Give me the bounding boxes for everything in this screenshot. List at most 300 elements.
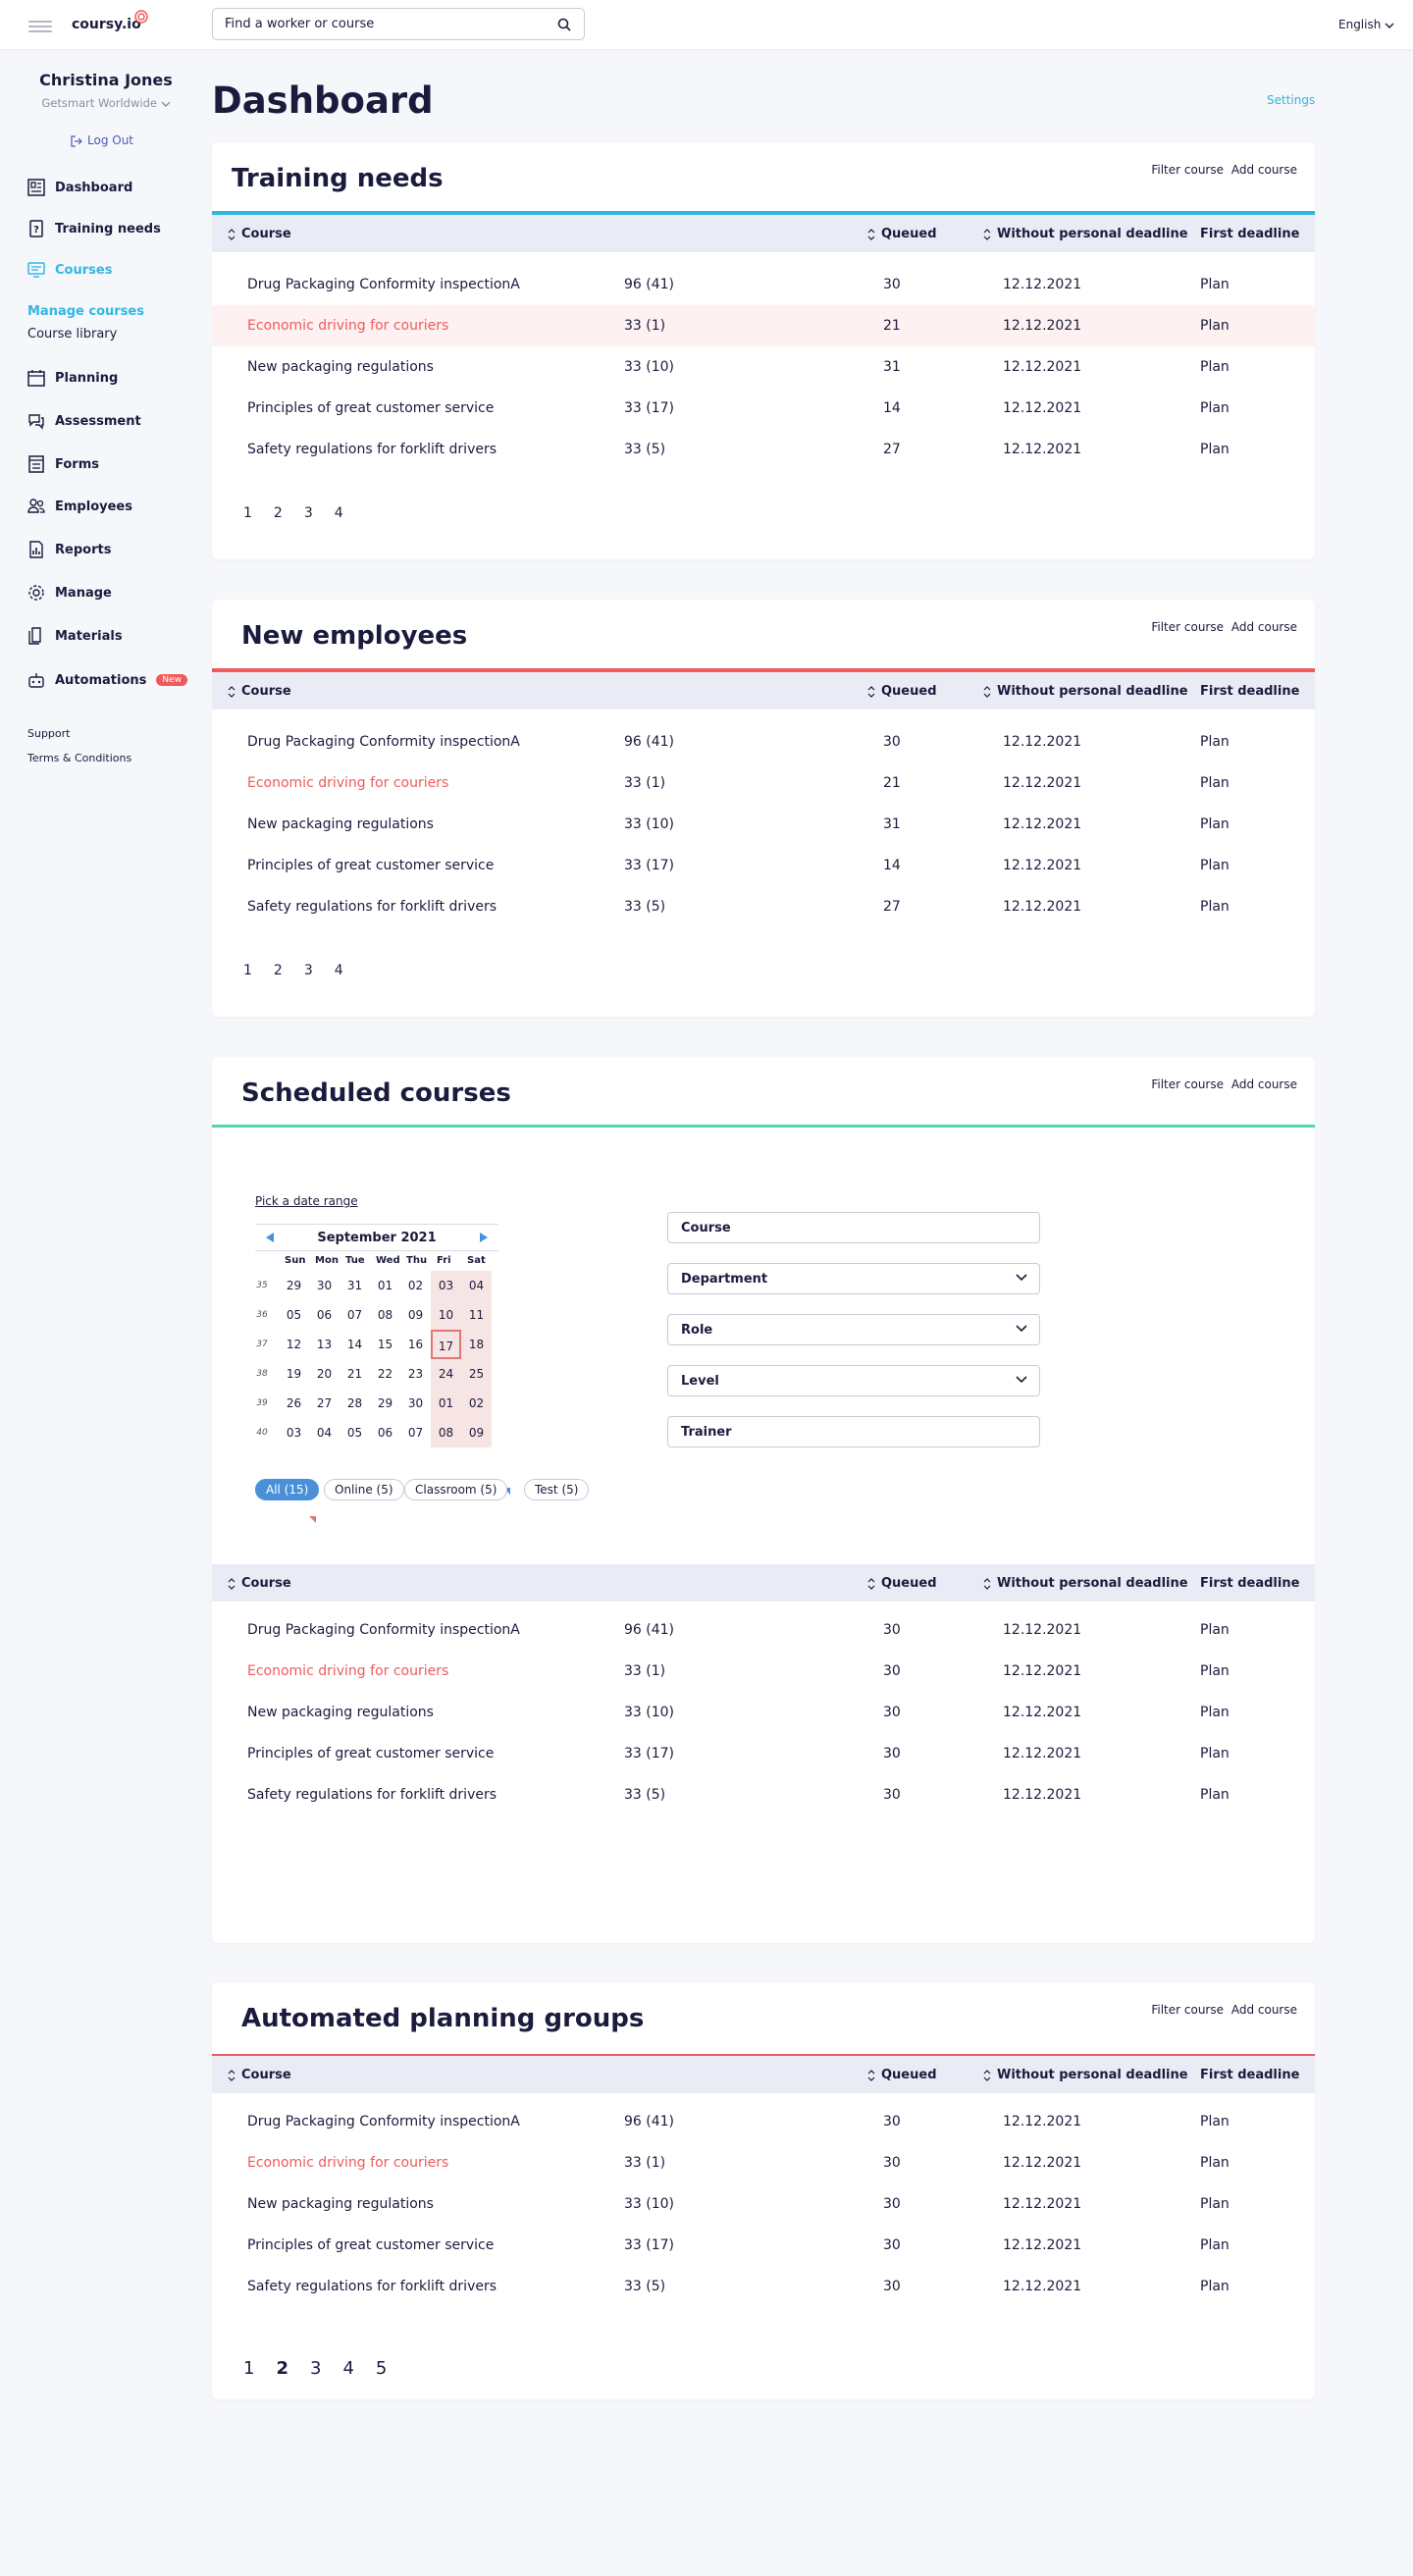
nav-dashboard[interactable] [27, 179, 132, 196]
queued-count: 33 (1) [624, 775, 666, 791]
queued-count: 33 (10) [624, 816, 675, 832]
course-name[interactable]: Principles of great customer service [247, 1746, 495, 1761]
column-header-course[interactable] [228, 2068, 291, 2082]
table-row[interactable] [212, 2266, 1315, 2307]
nav-planning[interactable] [27, 369, 118, 387]
nav-label: Dashboard [55, 180, 133, 195]
add-course-button[interactable]: Add course [1230, 163, 1297, 177]
language-select[interactable] [1338, 18, 1394, 31]
week-number: 40 [256, 1428, 268, 1438]
calendar-day[interactable]: 11 [461, 1300, 492, 1330]
first-deadline-date: 12.12.2021 [1003, 359, 1082, 375]
plan-link[interactable]: Plan [1200, 400, 1230, 416]
logo[interactable]: coursy.io [72, 17, 141, 32]
column-header-without-personal-deadline[interactable] [983, 2068, 1188, 2082]
date-range-link[interactable]: Pick a date range [255, 1194, 358, 1208]
filter-chip[interactable]: All (15) [255, 1479, 319, 1500]
course-name[interactable]: Drug Packaging Conformity inspectionA [247, 277, 520, 292]
queued-count: 96 (41) [624, 2114, 675, 2129]
page-number[interactable]: 3 [303, 505, 313, 521]
table-row[interactable] [212, 2142, 1315, 2183]
calendar-day[interactable]: 30 [407, 1396, 424, 1410]
course-name[interactable]: New packaging regulations [247, 1705, 434, 1720]
nav-forms[interactable] [27, 455, 99, 473]
table-header [212, 1564, 1315, 1602]
calendar-day[interactable]: 07 [346, 1308, 363, 1322]
first-deadline-date: 12.12.2021 [1003, 2155, 1082, 2171]
column-header-label: Without personal deadline [997, 684, 1188, 699]
filter-label: Trainer [681, 1425, 732, 1440]
chevron-down-icon [161, 101, 171, 107]
nav-employees[interactable] [27, 498, 132, 515]
nav-label: Forms [55, 456, 99, 472]
calendar-day[interactable]: 01 [377, 1279, 393, 1292]
section-title: New employees [241, 621, 468, 651]
calendar-day[interactable]: 31 [346, 1279, 363, 1292]
calendar-day[interactable]: 17 [431, 1330, 461, 1359]
course-name[interactable]: Economic driving for couriers [247, 1663, 449, 1679]
calendar-day[interactable]: 05 [286, 1308, 302, 1322]
column-header-course[interactable] [228, 1576, 291, 1591]
table-row[interactable] [212, 388, 1315, 429]
nav-label: Courses [55, 262, 113, 278]
filter-label: Role [681, 1323, 713, 1338]
without-deadline-count: 30 [883, 2155, 901, 2171]
column-header-without-personal-deadline[interactable] [983, 227, 1188, 241]
plan-link[interactable]: Plan [1200, 2114, 1230, 2129]
course-name[interactable]: Safety regulations for forklift drivers [247, 1787, 497, 1803]
page-title: Dashboard [212, 79, 434, 122]
section-title: Automated planning groups [241, 2004, 645, 2033]
calendar-day[interactable]: 03 [431, 1271, 461, 1300]
filter-trainer[interactable] [667, 1416, 1040, 1447]
table-row[interactable] [212, 2225, 1315, 2266]
pagination [243, 505, 365, 521]
week-number: 39 [256, 1398, 268, 1408]
table-row[interactable] [212, 721, 1315, 762]
without-deadline-count: 30 [883, 2196, 901, 2212]
page-number[interactable]: 1 [243, 505, 252, 521]
calendar-day[interactable]: 01 [431, 1389, 461, 1418]
without-deadline-count: 14 [883, 400, 901, 416]
calendar-day[interactable]: 09 [407, 1308, 424, 1322]
materials-icon [27, 627, 45, 645]
card-actions [1147, 2003, 1297, 2017]
table-row[interactable] [212, 1609, 1315, 1651]
calendar-day[interactable]: 06 [377, 1426, 393, 1440]
automated-planning-card [212, 1982, 1315, 2399]
without-deadline-count: 30 [883, 2279, 901, 2294]
table-row[interactable] [212, 429, 1315, 470]
table-row[interactable] [212, 845, 1315, 886]
queued-count: 33 (17) [624, 2237, 675, 2253]
page-number[interactable]: 2 [273, 963, 283, 978]
add-course-button[interactable]: Add course [1230, 1078, 1297, 1091]
column-header-queued[interactable] [867, 1576, 937, 1591]
courses-icon [27, 261, 45, 279]
nav-course-library[interactable]: Course library [27, 327, 118, 342]
table-row[interactable] [212, 2183, 1315, 2225]
training-needs-card [212, 142, 1315, 559]
filter-level[interactable] [667, 1365, 1040, 1396]
filter-role[interactable] [667, 1314, 1040, 1345]
nav-automations[interactable] [27, 671, 187, 689]
queued-count: 33 (10) [624, 359, 675, 375]
first-deadline-date: 12.12.2021 [1003, 1746, 1082, 1761]
column-header-label: First deadline [1200, 2068, 1300, 2082]
nav-label: Assessment [55, 413, 141, 429]
course-name[interactable]: Economic driving for couriers [247, 318, 449, 334]
nav-label: Planning [55, 370, 119, 386]
add-course-button[interactable]: Add course [1230, 2003, 1297, 2017]
without-deadline-count: 30 [883, 2237, 901, 2253]
new-employees-card [212, 600, 1315, 1017]
course-name[interactable]: Principles of great customer service [247, 400, 495, 416]
queued-count: 33 (5) [624, 1787, 666, 1803]
column-header-first-deadline[interactable] [1200, 1576, 1299, 1591]
calendar-day[interactable]: 13 [316, 1338, 333, 1351]
table-row[interactable] [212, 1651, 1315, 1692]
calendar-day[interactable]: 07 [407, 1426, 424, 1440]
filter-label: Course [681, 1221, 731, 1235]
training-needs-icon [27, 220, 45, 237]
calendar-day[interactable]: 08 [431, 1418, 461, 1447]
nav-label: Materials [55, 628, 123, 644]
search-input[interactable] [225, 17, 539, 31]
calendar-day[interactable]: 16 [407, 1338, 424, 1351]
column-header-label: Queued [881, 2068, 937, 2082]
first-deadline-date: 12.12.2021 [1003, 2114, 1082, 2129]
calendar-day[interactable]: 26 [286, 1396, 302, 1410]
filter-course-button[interactable]: Filter course [1151, 1078, 1224, 1091]
column-header-label: Course [241, 1576, 291, 1591]
column-header-label: Without personal deadline [997, 1576, 1188, 1591]
queued-count: 33 (17) [624, 400, 675, 416]
column-header-course[interactable] [228, 684, 291, 699]
nav-label: Training needs [55, 221, 161, 237]
column-header-label: Course [241, 684, 291, 699]
queued-count: 33 (5) [624, 899, 666, 915]
filter-department[interactable] [667, 1263, 1040, 1294]
sort-icon[interactable] [228, 1578, 236, 1590]
first-deadline-date: 12.12.2021 [1003, 1663, 1082, 1679]
card-actions [1147, 163, 1297, 177]
course-name[interactable]: New packaging regulations [247, 816, 434, 832]
filter-chip[interactable]: Online (5) [324, 1479, 404, 1500]
first-deadline-date: 12.12.2021 [1003, 277, 1082, 292]
plan-link[interactable]: Plan [1200, 2155, 1230, 2171]
without-deadline-count: 27 [883, 899, 901, 915]
column-header-label: First deadline [1200, 227, 1300, 241]
first-deadline-date: 12.12.2021 [1003, 858, 1082, 873]
table-row[interactable] [212, 1733, 1315, 1774]
without-deadline-count: 30 [883, 734, 901, 750]
next-month-icon[interactable] [477, 1231, 491, 1244]
sort-icon[interactable] [228, 686, 236, 698]
queued-count: 33 (10) [624, 1705, 675, 1720]
table-row[interactable] [212, 346, 1315, 388]
nav-manage-courses[interactable]: Manage courses [27, 304, 144, 319]
course-name[interactable]: New packaging regulations [247, 359, 434, 375]
column-header-label: Course [241, 2068, 291, 2082]
sort-icon[interactable] [228, 229, 236, 240]
calendar-icon [27, 369, 45, 387]
org-select[interactable] [0, 96, 212, 110]
page-number[interactable]: 4 [342, 2358, 354, 2379]
calendar-day[interactable]: 22 [377, 1367, 393, 1381]
calendar-day[interactable]: 20 [316, 1367, 333, 1381]
plan-link[interactable]: Plan [1200, 816, 1230, 832]
first-deadline-date: 12.12.2021 [1003, 400, 1082, 416]
sort-icon[interactable] [983, 1578, 991, 1590]
column-header-first-deadline[interactable] [1200, 684, 1299, 699]
calendar-day[interactable]: 28 [346, 1396, 363, 1410]
search-icon[interactable] [557, 18, 571, 31]
table-row[interactable] [212, 2101, 1315, 2142]
calendar-day[interactable]: 09 [461, 1418, 492, 1447]
calendar-day[interactable]: 18 [461, 1330, 492, 1359]
nav-assessment[interactable] [27, 412, 141, 430]
column-header-label: First deadline [1200, 684, 1300, 699]
without-deadline-count: 30 [883, 1622, 901, 1638]
course-name[interactable]: Economic driving for couriers [247, 2155, 449, 2171]
sort-icon[interactable] [867, 2070, 875, 2081]
column-header-queued[interactable] [867, 2068, 937, 2082]
queued-count: 33 (1) [624, 318, 666, 334]
course-name[interactable]: New packaging regulations [247, 2196, 434, 2212]
reports-icon [27, 541, 45, 558]
dashboard-icon [27, 179, 45, 196]
table-row[interactable] [212, 762, 1315, 804]
nav-courses[interactable] [27, 261, 112, 279]
table-row[interactable] [212, 264, 1315, 305]
calendar-day[interactable]: 04 [316, 1426, 333, 1440]
support-link[interactable]: Support [27, 727, 71, 740]
calendar-day[interactable]: 10 [431, 1300, 461, 1330]
course-name[interactable]: Safety regulations for forklift drivers [247, 442, 497, 457]
page-number[interactable]: 4 [334, 963, 343, 978]
sort-icon[interactable] [228, 2070, 236, 2081]
nav-reports[interactable] [27, 541, 111, 558]
column-header-first-deadline[interactable] [1200, 227, 1299, 241]
queued-count: 33 (5) [624, 2279, 666, 2294]
table-header [212, 215, 1315, 252]
terms-link[interactable]: Terms & Conditions [27, 752, 132, 764]
plan-link[interactable]: Plan [1200, 858, 1230, 873]
without-deadline-count: 21 [883, 318, 901, 334]
calendar-day[interactable]: 02 [461, 1389, 492, 1418]
without-deadline-count: 30 [883, 277, 901, 292]
table-row[interactable] [212, 886, 1315, 927]
sort-icon[interactable] [867, 686, 875, 698]
plan-link[interactable]: Plan [1200, 442, 1230, 457]
plan-link[interactable]: Plan [1200, 734, 1230, 750]
plan-link[interactable]: Plan [1200, 1746, 1230, 1761]
column-header-queued[interactable] [867, 227, 937, 241]
accent-bar [212, 1125, 1315, 1128]
without-deadline-count: 30 [883, 2114, 901, 2129]
calendar-day[interactable]: 29 [377, 1396, 393, 1410]
calendar-day[interactable]: 23 [407, 1367, 424, 1381]
plan-link[interactable]: Plan [1200, 359, 1230, 375]
sort-icon[interactable] [983, 229, 991, 240]
plan-link[interactable]: Plan [1200, 1705, 1230, 1720]
pagination [243, 963, 365, 978]
table-row[interactable] [212, 305, 1315, 346]
sort-icon[interactable] [983, 2070, 991, 2081]
calendar-day[interactable]: 15 [377, 1338, 393, 1351]
without-deadline-count: 30 [883, 1663, 901, 1679]
table-row[interactable] [212, 1774, 1315, 1815]
org-label: Getsmart Worldwide [41, 96, 157, 110]
add-course-button[interactable]: Add course [1230, 620, 1297, 634]
without-deadline-count: 27 [883, 442, 901, 457]
calendar-day[interactable]: 29 [286, 1279, 302, 1292]
logout-link[interactable] [71, 133, 133, 147]
prev-month-icon[interactable] [263, 1231, 277, 1244]
course-name[interactable]: Safety regulations for forklift drivers [247, 2279, 497, 2294]
plan-link[interactable]: Plan [1200, 1663, 1230, 1679]
plan-link[interactable]: Plan [1200, 2237, 1230, 2253]
forms-icon [27, 455, 45, 473]
day-name: Sun [285, 1255, 306, 1266]
course-name[interactable]: Economic driving for couriers [247, 775, 449, 791]
page-number[interactable]: 3 [303, 963, 313, 978]
plan-link[interactable]: Plan [1200, 2196, 1230, 2212]
nav-materials[interactable] [27, 627, 123, 645]
settings-link[interactable]: Settings [1267, 93, 1316, 107]
first-deadline-date: 12.12.2021 [1003, 775, 1082, 791]
course-name[interactable]: Drug Packaging Conformity inspectionA [247, 734, 520, 750]
queued-count: 33 (10) [624, 2196, 675, 2212]
column-header-label: First deadline [1200, 1576, 1300, 1591]
sort-icon[interactable] [867, 1578, 875, 1590]
column-header-label: Course [241, 227, 291, 241]
calendar-day[interactable]: 05 [346, 1426, 363, 1440]
calendar-day[interactable]: 27 [316, 1396, 333, 1410]
calendar-day[interactable]: 30 [316, 1279, 333, 1292]
section-title: Training needs [232, 164, 444, 193]
page-number[interactable]: 2 [273, 505, 283, 521]
user-name: Christina Jones [39, 71, 173, 89]
calendar-header [255, 1224, 498, 1251]
filter-label: Level [681, 1374, 719, 1389]
nav-manage[interactable] [27, 584, 112, 602]
filter-course[interactable] [667, 1212, 1040, 1243]
column-header-label: Queued [881, 227, 937, 241]
column-header-first-deadline[interactable] [1200, 2068, 1299, 2082]
column-header-queued[interactable] [867, 684, 937, 699]
first-deadline-date: 12.12.2021 [1003, 2196, 1082, 2212]
filter-chip[interactable]: Classroom (5) [404, 1479, 507, 1500]
calendar-day[interactable]: 06 [316, 1308, 333, 1322]
column-header-without-personal-deadline[interactable] [983, 1576, 1188, 1591]
course-name[interactable]: Drug Packaging Conformity inspectionA [247, 2114, 520, 2129]
queued-count: 96 (41) [624, 734, 675, 750]
people-icon [27, 498, 45, 515]
filter-course-button[interactable]: Filter course [1151, 163, 1224, 177]
card-actions [1147, 620, 1297, 634]
week-number: 37 [256, 1340, 268, 1349]
chevron-down-icon [1016, 1376, 1027, 1384]
calendar-day[interactable]: 04 [461, 1271, 492, 1300]
chat-icon [27, 412, 45, 430]
filter-course-button[interactable]: Filter course [1151, 620, 1224, 634]
without-deadline-count: 31 [883, 359, 901, 375]
table-row[interactable] [212, 804, 1315, 845]
plan-link[interactable]: Plan [1200, 277, 1230, 292]
calendar-day[interactable]: 21 [346, 1367, 363, 1381]
calendar-day[interactable]: 24 [431, 1359, 461, 1389]
course-name[interactable]: Principles of great customer service [247, 2237, 495, 2253]
page-number[interactable]: 5 [375, 2358, 388, 2379]
course-name[interactable]: Safety regulations for forklift drivers [247, 899, 497, 915]
column-header-without-personal-deadline[interactable] [983, 684, 1188, 699]
new-badge: New [156, 674, 187, 686]
day-name: Thu [406, 1255, 428, 1266]
calendar-day[interactable]: 08 [377, 1308, 393, 1322]
course-name[interactable]: Principles of great customer service [247, 858, 495, 873]
first-deadline-date: 12.12.2021 [1003, 1705, 1082, 1720]
without-deadline-count: 30 [883, 1746, 901, 1761]
plan-link[interactable]: Plan [1200, 899, 1230, 915]
plan-link[interactable]: Plan [1200, 1622, 1230, 1638]
page-number[interactable]: 1 [243, 2358, 255, 2379]
plan-link[interactable]: Plan [1200, 1787, 1230, 1803]
column-header-label: Without personal deadline [997, 227, 1188, 241]
page-number[interactable]: 3 [309, 2358, 322, 2379]
without-deadline-count: 30 [883, 1787, 901, 1803]
chevron-down-icon [1385, 23, 1394, 28]
calendar-day[interactable]: 12 [286, 1338, 302, 1351]
card-actions [1147, 1078, 1297, 1091]
course-name[interactable]: Drug Packaging Conformity inspectionA [247, 1622, 520, 1638]
plan-link[interactable]: Plan [1200, 2279, 1230, 2294]
chevron-down-icon [1016, 1325, 1027, 1333]
page-number[interactable]: 4 [334, 505, 343, 521]
filter-chip[interactable]: Test (5) [524, 1479, 589, 1500]
plan-link[interactable]: Plan [1200, 318, 1230, 334]
sort-icon[interactable] [983, 686, 991, 698]
calendar-day[interactable]: 03 [286, 1426, 302, 1440]
calendar-day[interactable]: 25 [461, 1359, 492, 1389]
section-title: Scheduled courses [241, 1078, 511, 1108]
calendar-day[interactable]: 02 [407, 1279, 424, 1292]
logo-mark-icon [133, 9, 149, 25]
day-name: Sat [467, 1255, 486, 1266]
filter-course-button[interactable]: Filter course [1151, 2003, 1224, 2017]
page-number[interactable]: 1 [243, 963, 252, 978]
plan-link[interactable]: Plan [1200, 775, 1230, 791]
nav-label: Employees [55, 499, 132, 514]
nav-training-needs[interactable] [27, 220, 161, 237]
first-deadline-date: 12.12.2021 [1003, 899, 1082, 915]
week-number: 35 [256, 1281, 268, 1290]
sort-icon[interactable] [867, 229, 875, 240]
without-deadline-count: 14 [883, 858, 901, 873]
menu-icon[interactable] [28, 21, 52, 32]
table-row[interactable] [212, 1692, 1315, 1733]
page-number[interactable]: 2 [276, 2358, 288, 2379]
search-box[interactable] [212, 8, 585, 40]
day-name: Wed [376, 1255, 400, 1266]
day-name: Mon [315, 1255, 339, 1266]
first-deadline-date: 12.12.2021 [1003, 816, 1082, 832]
calendar-day[interactable]: 14 [346, 1338, 363, 1351]
column-header-course[interactable] [228, 227, 291, 241]
pagination [243, 2358, 408, 2379]
calendar-day[interactable]: 19 [286, 1367, 302, 1381]
